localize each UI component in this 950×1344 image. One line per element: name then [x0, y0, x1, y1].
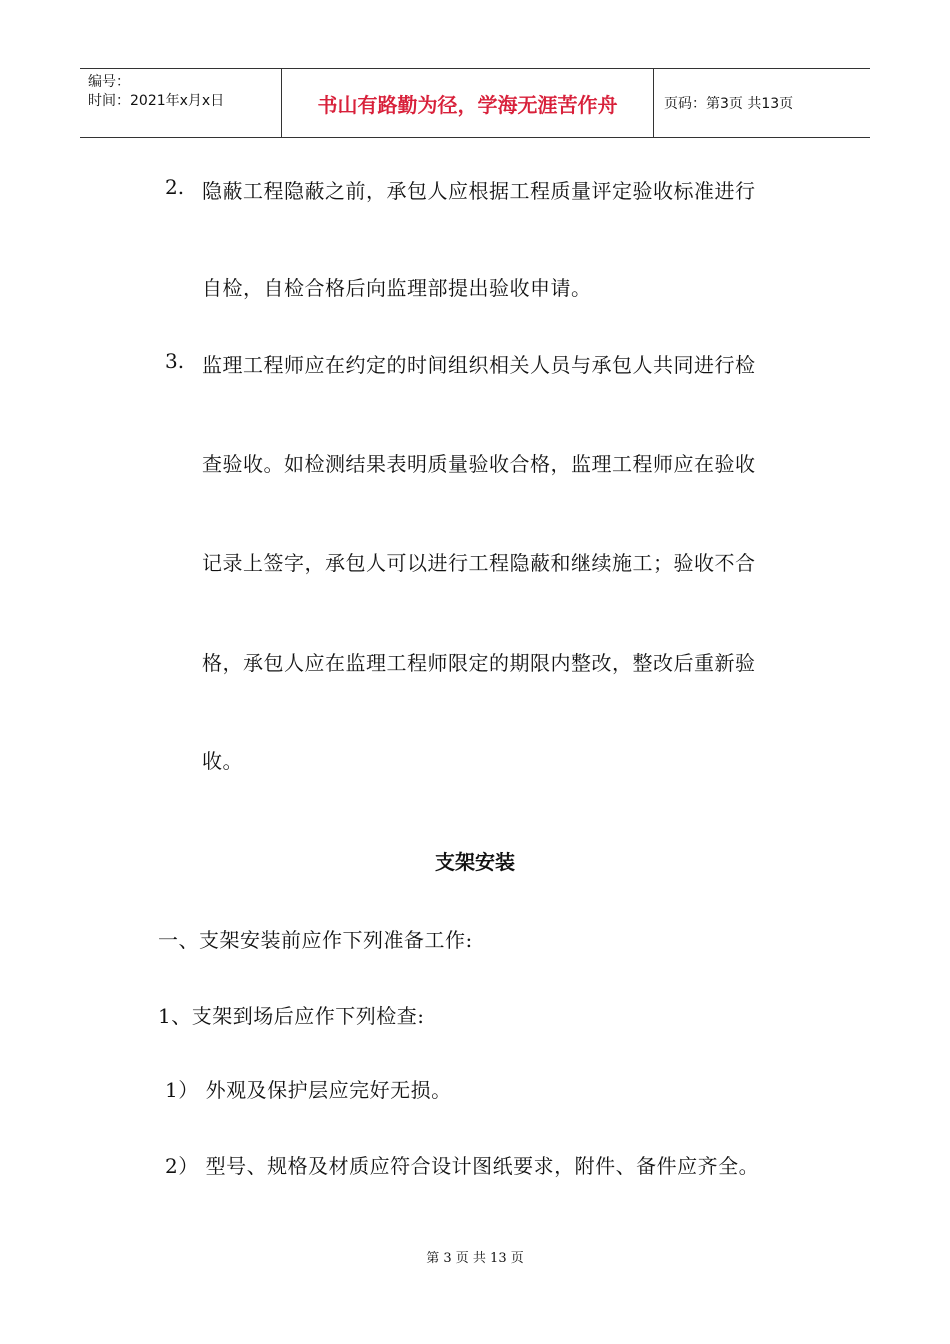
body-line: 查验收。如检测结果表明质量验收合格，监理工程师应在验收 [202, 452, 756, 476]
body-line: 监理工程师应在约定的时间组织相关人员与承包人共同进行检 [202, 353, 756, 377]
body-line: 隐蔽工程隐蔽之前，承包人应根据工程质量评定验收标准进行 [202, 179, 756, 203]
page-header [80, 68, 870, 138]
document-number-label: 编号： [88, 74, 130, 90]
page-footer: 第 3 页 共 13 页 [426, 1251, 524, 1266]
item-number: 3. [165, 349, 185, 373]
body-line: 格，承包人应在监理工程师限定的期限内整改，整改后重新验 [202, 651, 756, 675]
body-line: 自检，自检合格后向监理部提出验收申请。 [202, 276, 592, 300]
header-motto: 书山有路勤为径，学海无涯苦作舟 [282, 69, 654, 137]
body-line: 收。 [202, 749, 243, 773]
paragraph: 1、支架到场后应作下列检查: [158, 1004, 425, 1028]
item-number: 2. [165, 175, 185, 199]
header-meta [80, 69, 282, 137]
section-title: 支架安装 [435, 850, 515, 874]
paragraph: 一、支架安装前应作下列准备工作: [158, 928, 473, 952]
paragraph: 2） 型号、规格及材质应符合设计图纸要求，附件、备件应齐全。 [165, 1154, 760, 1178]
body-line: 记录上签字，承包人可以进行工程隐蔽和继续施工；验收不合 [202, 551, 756, 575]
document-date: 时间：2021年x月x日 [88, 93, 225, 109]
paragraph: 1） 外观及保护层应完好无损。 [165, 1078, 452, 1102]
header-page-info: 页码：第3页 共13页 [664, 96, 794, 112]
